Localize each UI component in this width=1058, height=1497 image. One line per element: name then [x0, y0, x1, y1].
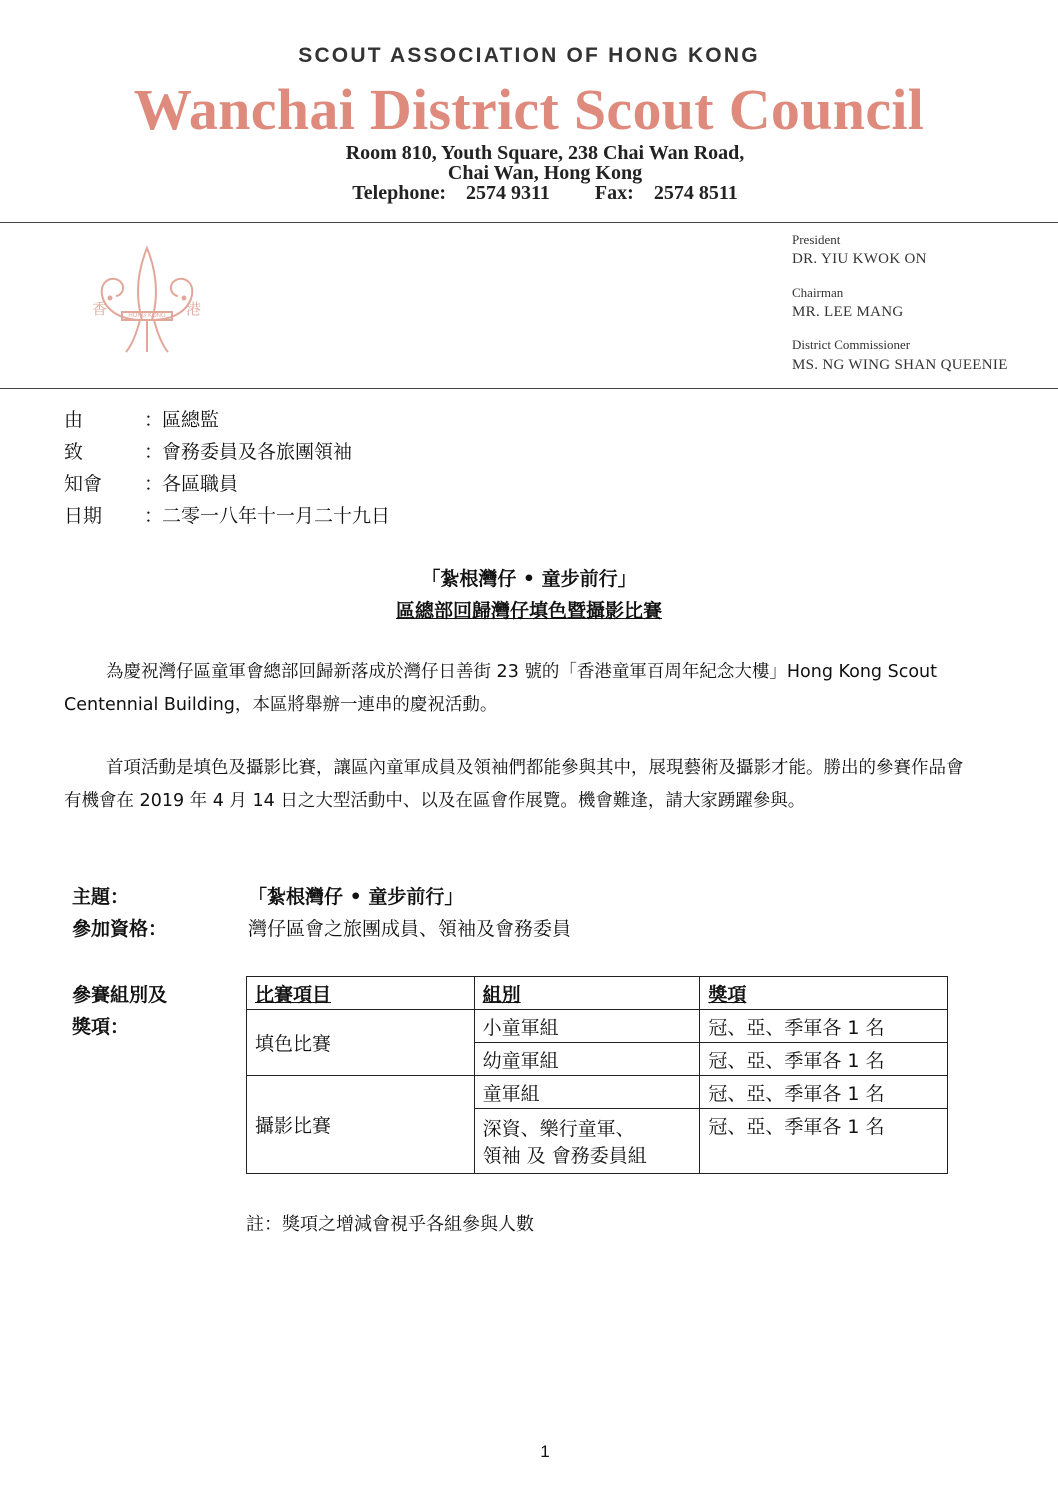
- header-rule-bottom: [0, 388, 1058, 389]
- header-group: [474, 977, 700, 1010]
- intro-paragraph: 為慶祝灣仔區童軍會總部回歸新落成於灣仔日善街 23 號的「香港童軍百周年紀念大樓」Hong Kong Scout Centennial Building，本區將舉辦一連串的慶祝活動。: [64, 662, 937, 715]
- group-cell-line-2: 領袖 及 會務委員組: [482, 1145, 647, 1167]
- officer-name-commissioner: MS. NG WING SHAN QUEENIE: [792, 357, 1008, 373]
- page-number: 1: [540, 1442, 550, 1461]
- memo-cc-value: 各區職員: [162, 473, 239, 495]
- header-prize: [700, 977, 948, 1010]
- document-title-line-2: [0, 596, 1058, 623]
- activity-paragraph: 首項活動是填色及攝影比賽，讓區內童軍成員及領袖們都能參與其中，展現藝術及攝影才能。勝出的參賽作品會有機會在 2019 年 4 月 14 日之大型活動中、以及在區會作展覽。機會難逢，請大家踴躍參與。: [64, 758, 964, 811]
- memo-to-value: 會務委員及各旅團領袖: [162, 441, 353, 463]
- table-row: [247, 1010, 948, 1043]
- logo-band-text: HONG KONG: [128, 313, 166, 319]
- theme-value: 「紮根灣仔 • 童步前行」: [248, 886, 464, 908]
- header-rule-top: [0, 222, 1058, 223]
- fax-label: Fax:: [594, 182, 634, 204]
- logo-left-char: 香: [92, 300, 108, 318]
- header-prize-text: 獎項: [708, 983, 747, 1006]
- categories-label-line-2: 獎項：: [72, 1016, 130, 1038]
- categories-label-line-1: 參賽組別及: [72, 984, 168, 1006]
- memo-from-value: 區總監: [162, 409, 220, 431]
- document-title-text: 區總部回歸灣仔填色暨攝影比賽: [395, 600, 662, 622]
- prize-cell: 冠、亞、季軍各 1 名: [700, 1010, 948, 1043]
- officer-role-commissioner: District Commissioner: [792, 337, 911, 352]
- prize-cell: 冠、亞、季軍各 1 名: [700, 1076, 948, 1109]
- contest-photography: 攝影比賽: [247, 1076, 475, 1174]
- contact-line: [0, 183, 1058, 204]
- header-contest: [247, 977, 475, 1010]
- memo-colon: ：: [144, 409, 164, 431]
- association-name: SCOUT ASSOCIATION OF HONG KONG: [298, 44, 760, 67]
- document-title-line-1: 「紮根灣仔 • 童步前行」: [421, 568, 637, 590]
- officer-role-president: President: [792, 232, 841, 247]
- address-line-2: Chai Wan, Hong Kong: [447, 162, 643, 184]
- logo-right-char: 港: [186, 300, 202, 318]
- memo-from-label: 由: [64, 409, 84, 431]
- council-name: Wanchai District Scout Council: [133, 77, 925, 142]
- header-group-text: 組別: [482, 983, 521, 1006]
- officer-name-chairman: MR. LEE MANG: [792, 304, 904, 320]
- contest-coloring: 填色比賽: [247, 1010, 475, 1076]
- memo-colon: ：: [144, 473, 164, 495]
- table-note: 註：獎項之增減會視乎各組參與人數: [246, 1214, 534, 1235]
- table-header-row: [247, 977, 948, 1010]
- group-cell: 幼童軍組: [474, 1043, 700, 1076]
- theme-label: 主題：: [72, 886, 130, 908]
- officer-name-president: DR. YIU KWOK ON: [792, 251, 927, 267]
- address-line-1: Room 810, Youth Square, 238 Chai Wan Road,: [345, 142, 745, 164]
- memo-cc-label: 知會: [64, 473, 103, 495]
- group-cell: 小童軍組: [474, 1010, 700, 1043]
- group-cell: 童軍組: [474, 1076, 700, 1109]
- group-cell-line-1: 深資、樂行童軍、: [482, 1118, 635, 1140]
- prize-cell: 冠、亞、季軍各 1 名: [700, 1043, 948, 1076]
- eligibility-label: 參加資格：: [72, 918, 168, 940]
- telephone-number: 2574 9311: [466, 182, 550, 204]
- telephone-label: Telephone:: [352, 182, 447, 204]
- memo-date-value: 二零一八年十一月二十九日: [162, 505, 391, 527]
- fleur-de-lis-emblem-icon: [80, 240, 215, 365]
- fax-number: 2574 8511: [653, 182, 738, 204]
- officer-role-chairman: Chairman: [792, 285, 844, 300]
- memo-colon: ：: [144, 505, 164, 527]
- awards-table: [246, 976, 948, 1174]
- header-contest-text: 比賽項目: [255, 983, 332, 1006]
- memo-date-label: 日期: [64, 505, 103, 527]
- group-cell: [474, 1109, 700, 1174]
- prize-cell: 冠、亞、季軍各 1 名: [700, 1109, 948, 1174]
- eligibility-value: 灣仔區會之旅團成員、領袖及會務委員: [248, 918, 572, 940]
- table-row: [247, 1076, 948, 1109]
- memo-to-label: 致: [64, 441, 84, 463]
- memo-colon: ：: [144, 441, 164, 463]
